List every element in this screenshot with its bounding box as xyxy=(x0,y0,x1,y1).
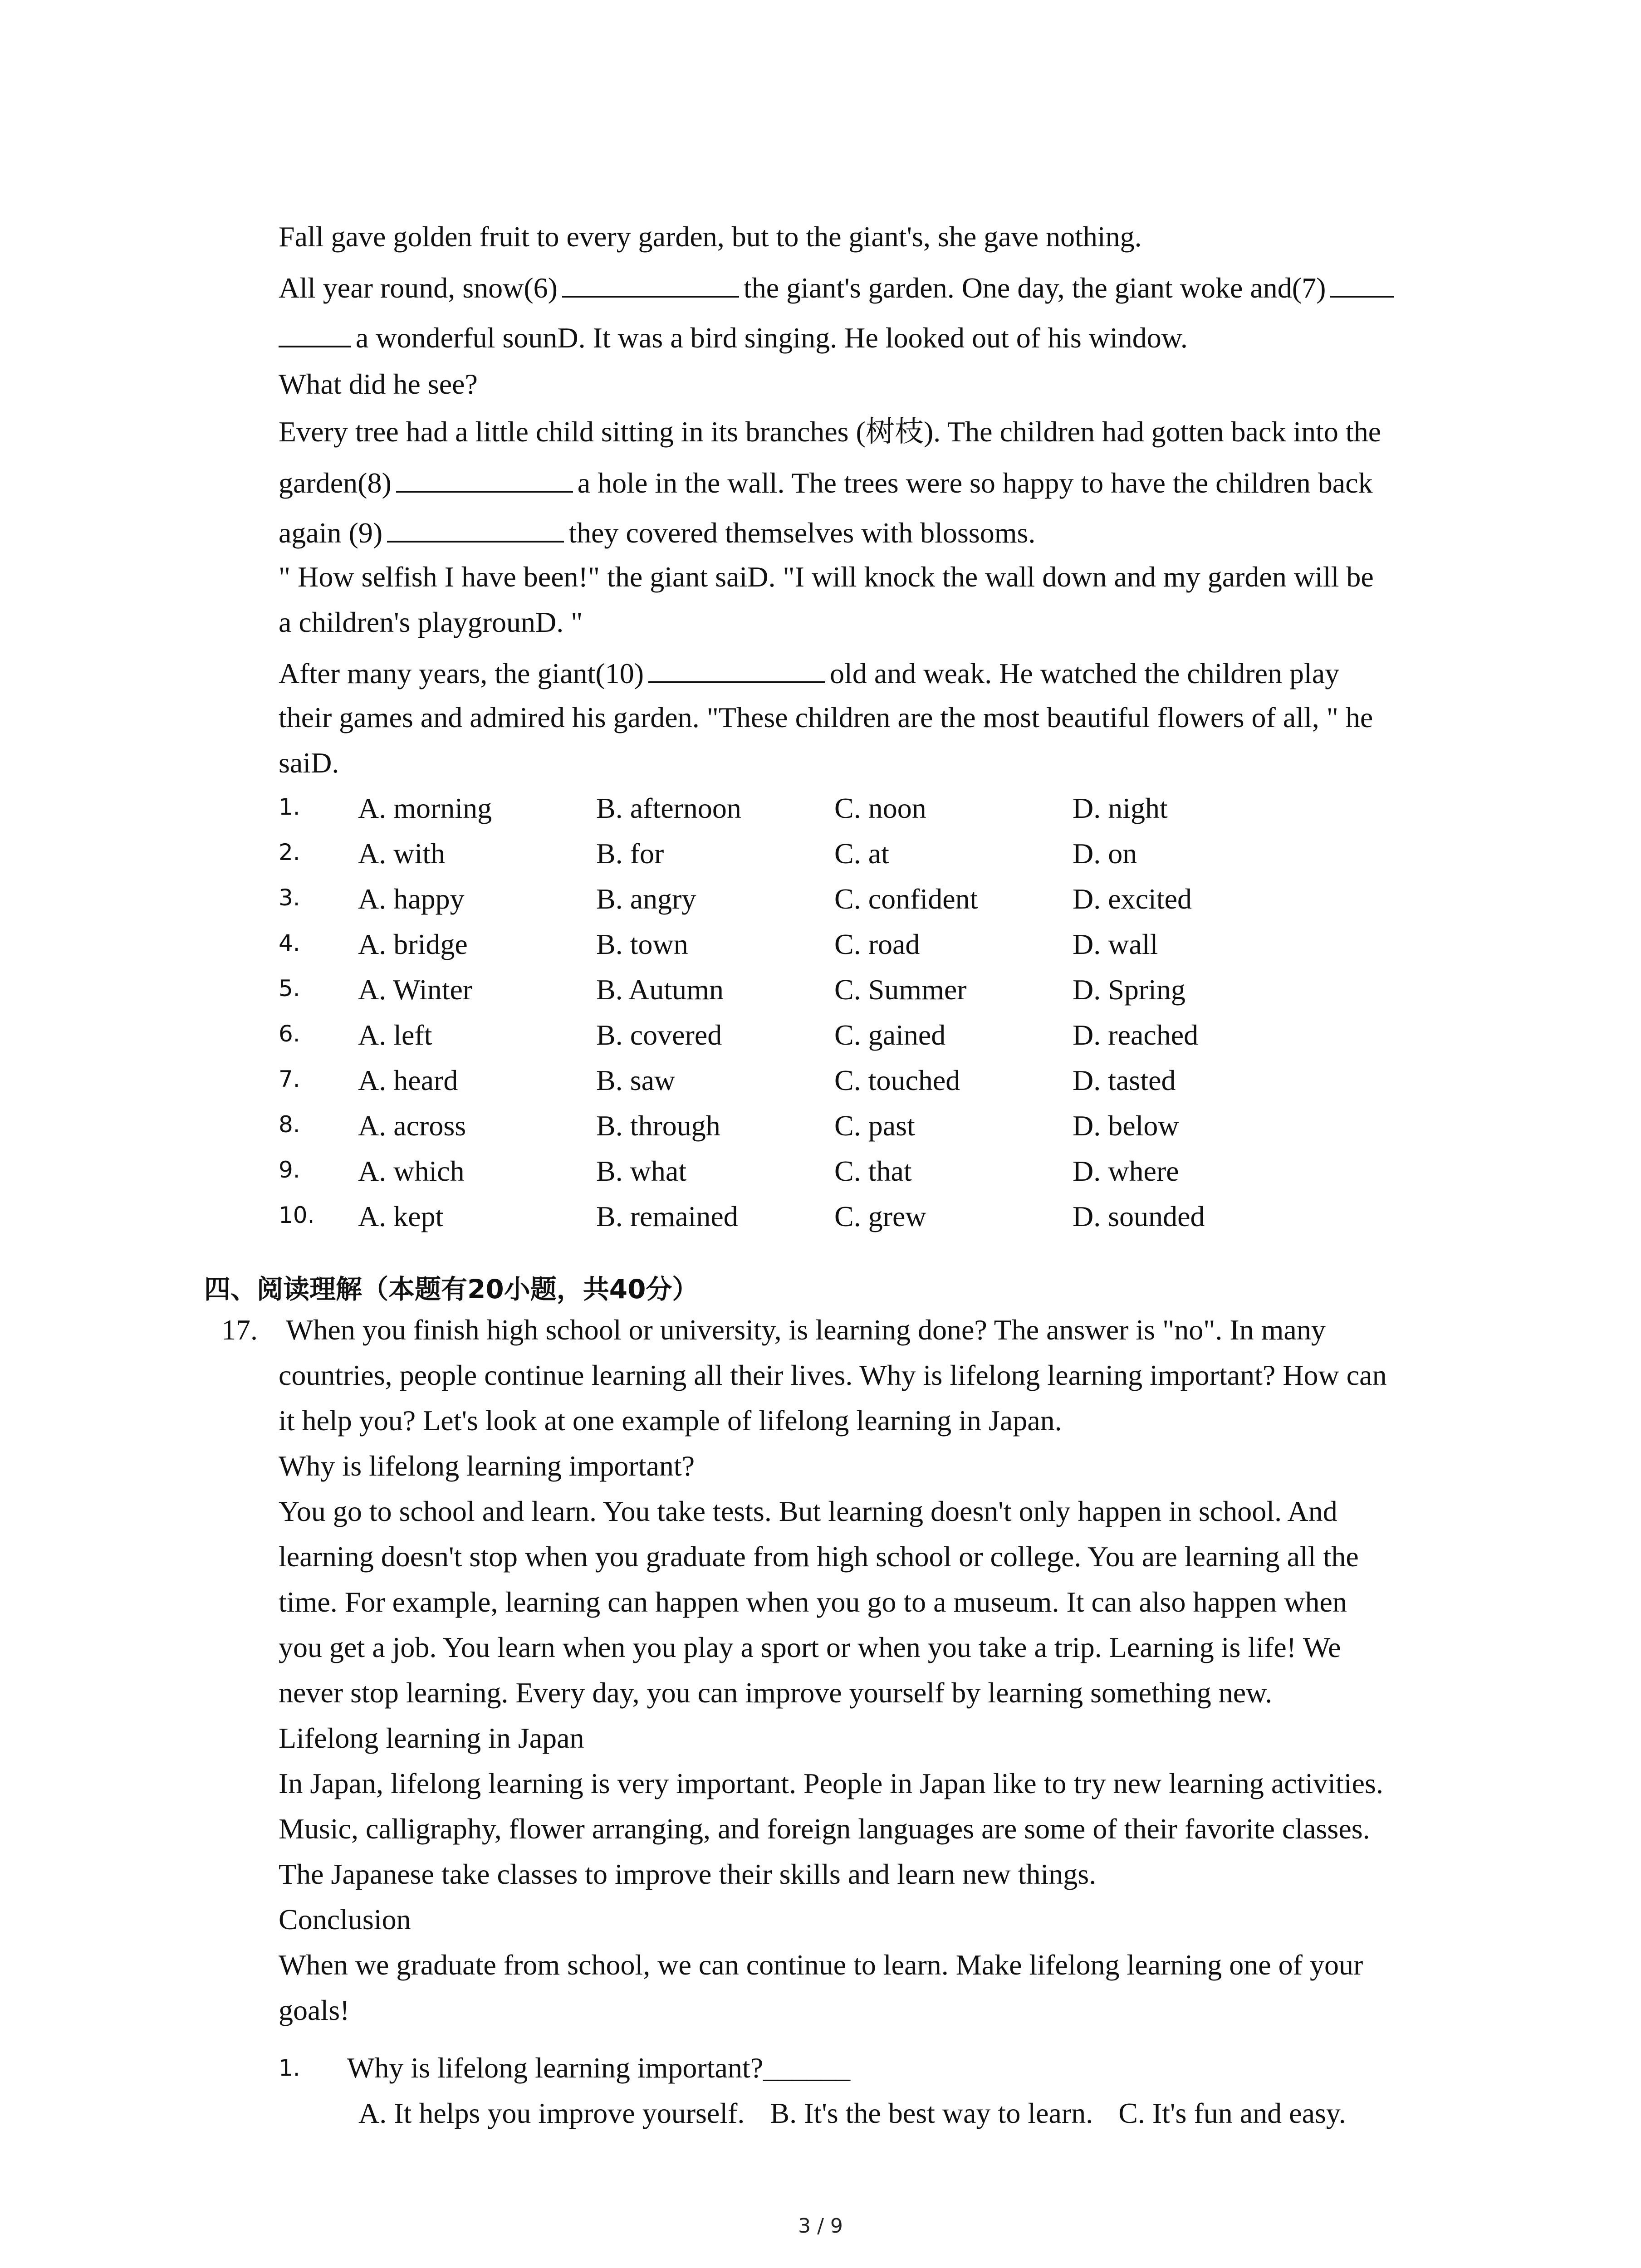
option-number: 8. xyxy=(279,1111,300,1138)
passage-line: When you finish high school or university, is learning done? The answer is "no". In many xyxy=(286,1314,1326,1346)
option-row-3 xyxy=(279,885,1504,916)
passage-line: countries, people continue learning all their lives. Why is lifelong learning important? How can xyxy=(279,1359,1387,1391)
option-d[interactable]: D. below xyxy=(1073,1110,1179,1142)
passage-line: it help you? Let's look at one example of lifelong learning in Japan. xyxy=(279,1404,1062,1437)
passage-line: Every tree had a little child sitting in its branches (树枝). The children had gotten back into the xyxy=(279,415,1381,448)
passage-line: garden(8) a hole in the wall. The trees were so happy to have the children back xyxy=(279,467,1373,499)
option-a[interactable]: A. Winter xyxy=(358,973,473,1006)
passage-line: you get a job. You learn when you play a sport or when you take a trip. Learning is life! We xyxy=(279,1631,1341,1663)
passage-line: learning doesn't stop when you graduate from high school or college. You are learning all the xyxy=(279,1540,1359,1573)
option-d[interactable]: D. wall xyxy=(1073,928,1158,960)
option-a[interactable]: A. which xyxy=(358,1155,465,1187)
passage-subheading: Why is lifelong learning important? xyxy=(279,1450,695,1482)
passage-line: The Japanese take classes to improve their skills and learn new things. xyxy=(279,1858,1097,1890)
question-number: 17. xyxy=(221,1314,258,1346)
option-b[interactable]: B. for xyxy=(596,837,664,870)
option-row-7 xyxy=(279,1066,1504,1098)
option-row-9 xyxy=(279,1157,1504,1188)
option-number: 5. xyxy=(279,975,300,1002)
option-b[interactable]: B. afternoon xyxy=(596,792,741,824)
option-d[interactable]: D. excited xyxy=(1073,883,1192,915)
option-a[interactable]: A. left xyxy=(358,1019,432,1051)
option-a[interactable]: A. It helps you improve yourself. xyxy=(358,2097,745,2129)
option-number: 1. xyxy=(279,794,300,820)
passage-line: In Japan, lifelong learning is very important. People in Japan like to try new learning activities. xyxy=(279,1767,1383,1799)
option-row-4 xyxy=(279,930,1504,962)
section-heading: 四、阅读理解（本题有20小题，共40分） xyxy=(204,1274,699,1305)
option-a[interactable]: A. kept xyxy=(358,1200,444,1232)
sub-question-number: 1. xyxy=(279,2055,300,2081)
passage-line: When we graduate from school, we can continue to learn. Make lifelong learning one of your xyxy=(279,1949,1363,1981)
passage-line: their games and admired his garden. "These children are the most beautiful flowers of all, " he xyxy=(279,701,1373,733)
passage-line: never stop learning. Every day, you can improve yourself by learning something new. xyxy=(279,1677,1273,1709)
option-number: 10. xyxy=(279,1202,315,1228)
option-c[interactable]: C. noon xyxy=(834,792,926,824)
passage-line: All year round, snow(6) the giant's garden. One day, the giant woke and(7) xyxy=(279,272,1394,303)
passage-subheading: Lifelong learning in Japan xyxy=(279,1722,584,1754)
passage-line: " How selfish I have been!" the giant saiD. "I will knock the wall down and my garden will be xyxy=(279,561,1374,593)
passage-line: again (9) they covered themselves with blossoms. xyxy=(279,517,1036,549)
option-number: 9. xyxy=(279,1157,300,1183)
answer-blank-7[interactable] xyxy=(1330,272,1394,298)
option-c[interactable]: C. road xyxy=(834,928,920,960)
option-number: 2. xyxy=(279,839,300,865)
option-b[interactable]: B. through xyxy=(596,1110,720,1142)
passage-line: goals! xyxy=(279,1994,350,2026)
passage-line: What did he see? xyxy=(279,368,478,400)
option-a[interactable]: A. bridge xyxy=(358,928,468,960)
answer-blank-8[interactable] xyxy=(396,467,573,493)
option-row-6 xyxy=(279,1021,1504,1052)
option-row-8 xyxy=(279,1111,1504,1143)
sub-question-options xyxy=(358,2097,1364,2130)
option-d[interactable]: D. night xyxy=(1073,792,1168,824)
passage-line: time. For example, learning can happen when you go to a museum. It can also happen when xyxy=(279,1586,1347,1618)
option-c[interactable]: C. confident xyxy=(834,883,978,915)
option-c[interactable]: C. Summer xyxy=(834,973,967,1006)
option-row-10 xyxy=(279,1202,1504,1234)
sub-question-text: Why is lifelong learning important?______ xyxy=(347,2052,851,2084)
option-c[interactable]: C. touched xyxy=(834,1064,960,1096)
option-a[interactable]: A. morning xyxy=(358,792,492,824)
answer-blank-9[interactable] xyxy=(387,517,564,543)
option-row-5 xyxy=(279,975,1504,1007)
option-a[interactable]: A. heard xyxy=(358,1064,458,1096)
passage-line: After many years, the giant(10) old and weak. He watched the children play xyxy=(279,657,1340,689)
passage-line: You go to school and learn. You take tests. But learning doesn't only happen in school. And xyxy=(279,1495,1337,1527)
option-b[interactable]: B. angry xyxy=(596,883,696,915)
passage-line: saiD. xyxy=(279,747,339,779)
passage-line: a wonderful sounD. It was a bird singing. He looked out of his window. xyxy=(279,322,1188,352)
option-c[interactable]: C. grew xyxy=(834,1200,926,1232)
passage-subheading: Conclusion xyxy=(279,1903,411,1936)
option-number: 3. xyxy=(279,885,300,911)
option-c[interactable]: C. past xyxy=(834,1110,915,1142)
option-number: 6. xyxy=(279,1021,300,1047)
option-d[interactable]: D. Spring xyxy=(1073,973,1185,1006)
option-b[interactable]: B. covered xyxy=(596,1019,722,1051)
option-b[interactable]: B. what xyxy=(596,1155,687,1187)
option-d[interactable]: D. where xyxy=(1073,1155,1179,1187)
answer-blank-10[interactable] xyxy=(648,658,825,683)
passage-line: a children's playgrounD. " xyxy=(279,606,583,638)
option-a[interactable]: A. happy xyxy=(358,883,465,915)
page-number: 3 / 9 xyxy=(798,2214,843,2238)
option-c[interactable]: C. at xyxy=(834,837,889,870)
option-d[interactable]: D. reached xyxy=(1073,1019,1199,1051)
passage-line: Music, calligraphy, flower arranging, and foreign languages are some of their favorite classes. xyxy=(279,1813,1370,1845)
option-c[interactable]: C. that xyxy=(834,1155,912,1187)
option-d[interactable]: D. on xyxy=(1073,837,1137,870)
option-b[interactable]: B. saw xyxy=(596,1064,676,1096)
option-row-2 xyxy=(279,839,1504,871)
option-a[interactable]: A. across xyxy=(358,1110,466,1142)
option-c[interactable]: C. It's fun and easy. xyxy=(1118,2097,1346,2129)
option-b[interactable]: B. It's the best way to learn. xyxy=(770,2097,1093,2129)
option-b[interactable]: B. Autumn xyxy=(596,973,724,1006)
option-d[interactable]: D. tasted xyxy=(1073,1064,1176,1096)
passage-line: Fall gave golden fruit to every garden, but to the giant's, she gave nothing. xyxy=(279,220,1142,253)
answer-blank-6[interactable] xyxy=(562,272,739,298)
option-a[interactable]: A. with xyxy=(358,837,445,870)
answer-blank-7-cont[interactable] xyxy=(279,322,351,347)
option-c[interactable]: C. gained xyxy=(834,1019,946,1051)
option-d[interactable]: D. sounded xyxy=(1073,1200,1205,1232)
option-row-1 xyxy=(279,794,1504,826)
option-number: 7. xyxy=(279,1066,300,1092)
option-b[interactable]: B. town xyxy=(596,928,688,960)
option-b[interactable]: B. remained xyxy=(596,1200,738,1232)
option-number: 4. xyxy=(279,930,300,956)
